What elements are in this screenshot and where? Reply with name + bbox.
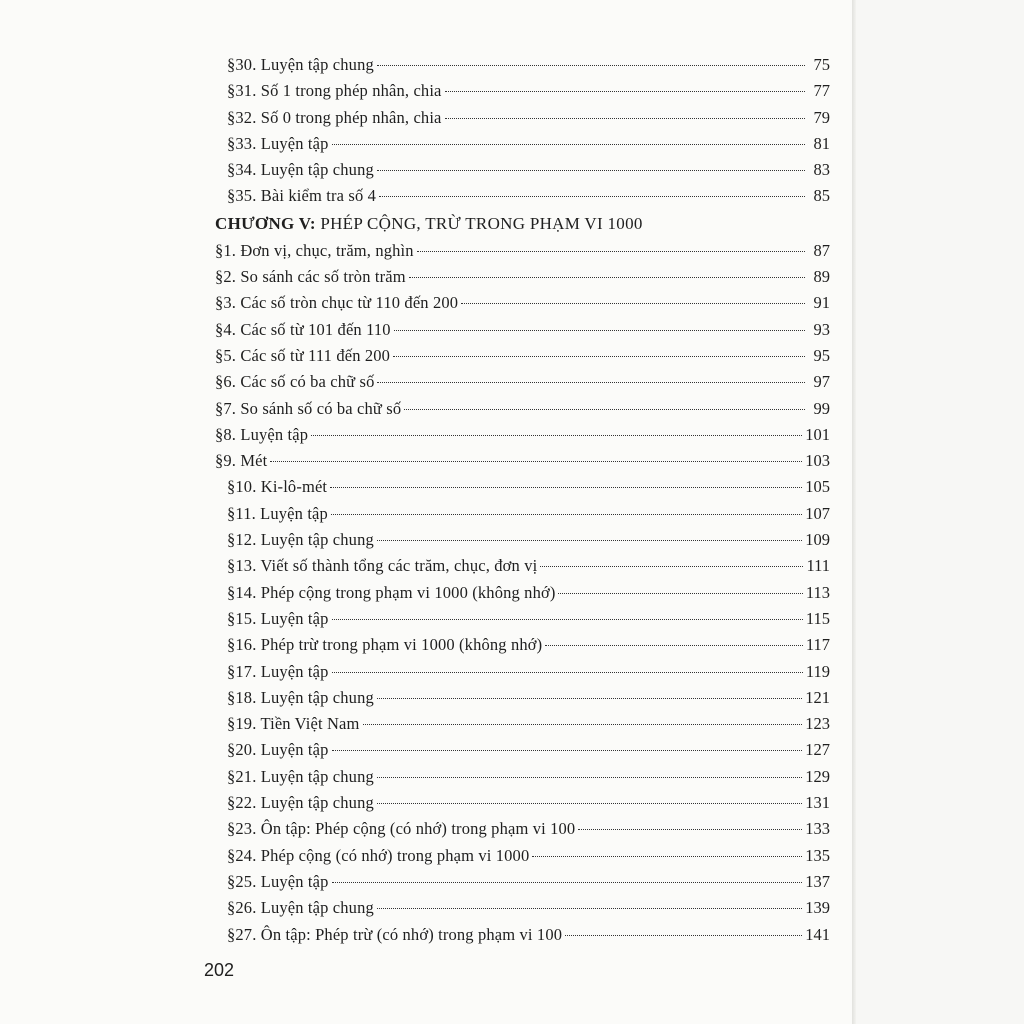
toc-entry: [215, 448, 830, 474]
toc-entry-title: §12. Luyện tập chung: [227, 530, 374, 550]
toc-entry-page: 131: [805, 793, 830, 813]
toc-entry-page: 113: [805, 582, 830, 602]
toc-entry-title: §2. So sánh các số tròn trăm: [215, 267, 406, 287]
toc-entry-page: 115: [805, 608, 830, 628]
facing-page-margin: [856, 0, 1024, 1024]
toc-entry: [215, 238, 830, 264]
toc-entry-title: §13. Viết số thành tổng các trăm, chục, đơn vị: [227, 556, 538, 576]
toc-entry-title: §8. Luyện tập: [215, 424, 309, 444]
toc-entry-title: §20. Luyện tập: [227, 740, 329, 760]
toc-entry-page: 133: [805, 819, 830, 839]
toc-entry-page: 81: [813, 133, 830, 153]
dot-leader: [330, 487, 802, 488]
dot-leader: [332, 619, 803, 620]
dot-leader: [540, 566, 803, 567]
dot-leader: [394, 330, 805, 331]
chapter-label: CHƯƠNG V:: [215, 213, 316, 233]
dot-leader: [332, 672, 803, 673]
toc-entry: [227, 895, 830, 921]
dot-leader: [332, 750, 803, 751]
dot-leader: [363, 724, 803, 725]
toc-entry: [227, 157, 830, 183]
toc-entry: [227, 816, 830, 842]
toc-entry-title: §23. Ôn tập: Phép cộng (có nhớ) trong phạm vi 100: [227, 819, 576, 839]
dot-leader: [377, 540, 802, 541]
dot-leader: [377, 908, 802, 909]
dot-leader: [409, 277, 805, 278]
toc-entry-title: §17. Luyện tập: [227, 661, 329, 681]
toc-entry-page: 121: [805, 687, 830, 707]
toc-section-chapter-5-part-a: [215, 238, 830, 475]
dot-leader: [377, 170, 805, 171]
dot-leader: [445, 91, 805, 92]
toc-entry: [227, 711, 830, 737]
toc-entry: [227, 659, 830, 685]
toc-entry-page: 77: [813, 81, 830, 101]
chapter-heading: [215, 210, 830, 238]
toc-entry-page: 95: [813, 345, 830, 365]
toc-entry-title: §34. Luyện tập chung: [227, 160, 374, 180]
toc-entry-title: §26. Luyện tập chung: [227, 898, 374, 918]
dot-leader: [377, 803, 802, 804]
toc-entry-page: 139: [805, 898, 830, 918]
toc-entry: [215, 422, 830, 448]
toc-entry-page: 105: [805, 477, 830, 497]
toc-entry-title: §1. Đơn vị, chục, trăm, nghìn: [215, 240, 414, 260]
toc-entry: [227, 52, 830, 78]
toc-entry-page: 129: [805, 766, 830, 786]
toc-entry-page: 93: [813, 319, 830, 339]
toc-entry: [227, 606, 830, 632]
toc-entry-page: 119: [805, 661, 830, 681]
toc-entry-page: 91: [813, 293, 830, 313]
toc-entry-title: §19. Tiền Việt Nam: [227, 714, 360, 734]
toc-entry: [227, 737, 830, 763]
toc-entry-title: §33. Luyện tập: [227, 133, 329, 153]
toc-entry: [227, 183, 830, 209]
toc-entry-page: 87: [813, 240, 830, 260]
dot-leader: [461, 303, 805, 304]
dot-leader: [377, 698, 802, 699]
toc-entry-title: §30. Luyện tập chung: [227, 55, 374, 74]
toc-entry-page: 137: [805, 871, 830, 891]
dot-leader: [565, 935, 802, 936]
table-of-contents: [215, 52, 830, 948]
toc-entry: [215, 369, 830, 395]
dot-leader: [558, 593, 802, 594]
toc-entry-page: 83: [813, 160, 830, 180]
toc-entry-page: 141: [805, 924, 830, 944]
dot-leader: [332, 882, 803, 883]
toc-entry-title: §24. Phép cộng (có nhớ) trong phạm vi 1000: [227, 845, 530, 865]
toc-entry: [215, 264, 830, 290]
toc-entry: [227, 527, 830, 553]
toc-entry: [227, 501, 830, 527]
toc-entry: [215, 396, 830, 422]
toc-entry-title: §6. Các số có ba chữ số: [215, 372, 375, 392]
toc-entry: [227, 131, 830, 157]
toc-entry: [227, 78, 830, 104]
toc-entry: [215, 343, 830, 369]
dot-leader: [332, 144, 805, 145]
toc-entry: [227, 474, 830, 500]
toc-entry-title: §15. Luyện tập: [227, 608, 329, 628]
toc-entry-title: §4. Các số từ 101 đến 110: [215, 319, 391, 339]
toc-entry-title: §7. So sánh số có ba chữ số: [215, 398, 402, 418]
toc-entry: [227, 632, 830, 658]
toc-entry-title: §32. Số 0 trong phép nhân, chia: [227, 107, 442, 127]
dot-leader: [311, 435, 802, 436]
toc-entry: [227, 105, 830, 131]
toc-entry: [227, 764, 830, 790]
toc-entry-page: 79: [813, 107, 830, 127]
toc-entry-title: §18. Luyện tập chung: [227, 687, 374, 707]
dot-leader: [377, 777, 802, 778]
toc-entry: [215, 317, 830, 343]
toc-entry-page: 103: [805, 451, 830, 471]
dot-leader: [545, 645, 803, 646]
toc-entry-page: 75: [813, 55, 830, 74]
toc-entry: [227, 790, 830, 816]
toc-entry-page: 127: [805, 740, 830, 760]
toc-entry: [227, 685, 830, 711]
dot-leader: [393, 356, 805, 357]
toc-entry: [227, 922, 830, 948]
toc-entry-page: 123: [805, 714, 830, 734]
toc-entry-page: 107: [805, 503, 830, 523]
dot-leader: [417, 251, 805, 252]
toc-entry-page: 135: [805, 845, 830, 865]
toc-section-chapter-5-part-b: [228, 474, 830, 947]
toc-entry-page: 97: [813, 372, 830, 392]
dot-leader: [445, 118, 805, 119]
page-number: 202: [204, 960, 235, 980]
toc-entry-title: §35. Bài kiểm tra số 4: [227, 186, 377, 206]
chapter-title: PHÉP CỘNG, TRỪ TRONG PHẠM VI 1000: [320, 213, 643, 233]
dot-leader: [578, 829, 802, 830]
toc-entry-page: 99: [813, 398, 830, 418]
toc-entry-title: §14. Phép cộng trong phạm vi 1000 (không nhớ): [227, 582, 556, 602]
toc-entry-page: 89: [813, 267, 830, 287]
toc-entry: [227, 580, 830, 606]
toc-entry-title: §5. Các số từ 111 đến 200: [215, 345, 391, 365]
toc-entry-title: §22. Luyện tập chung: [227, 793, 374, 813]
dot-leader: [532, 856, 802, 857]
toc-entry: [227, 553, 830, 579]
toc-entry: [215, 290, 830, 316]
toc-entry-title: §3. Các số tròn chục từ 110 đến 200: [215, 293, 459, 313]
toc-entry-page: 109: [805, 530, 830, 550]
toc-entry-title: §11. Luyện tập: [227, 503, 328, 523]
toc-entry-title: §31. Số 1 trong phép nhân, chia: [227, 81, 442, 101]
toc-entry-title: §25. Luyện tập: [227, 871, 329, 891]
toc-entry-title: §16. Phép trừ trong phạm vi 1000 (không nhớ): [227, 635, 543, 655]
toc-entry-title: §10. Ki-lô-mét: [227, 477, 328, 497]
toc-entry-page: 101: [805, 424, 830, 444]
toc-section-previous-chapter: [228, 52, 830, 210]
toc-entry-title: §21. Luyện tập chung: [227, 766, 374, 786]
toc-entry-page: 85: [813, 186, 830, 206]
dot-leader: [377, 382, 805, 383]
toc-entry-page: 111: [806, 556, 830, 576]
dot-leader: [379, 196, 805, 197]
dot-leader: [331, 514, 802, 515]
toc-entry-title: §9. Mét: [215, 451, 268, 471]
toc-entry: [227, 869, 830, 895]
dot-leader: [404, 409, 805, 410]
toc-entry-title: §27. Ôn tập: Phép trừ (có nhớ) trong phạm vi 100: [227, 924, 563, 944]
toc-entry-page: 117: [805, 635, 830, 655]
dot-leader: [377, 65, 805, 66]
toc-entry: [227, 843, 830, 869]
dot-leader: [270, 461, 802, 462]
